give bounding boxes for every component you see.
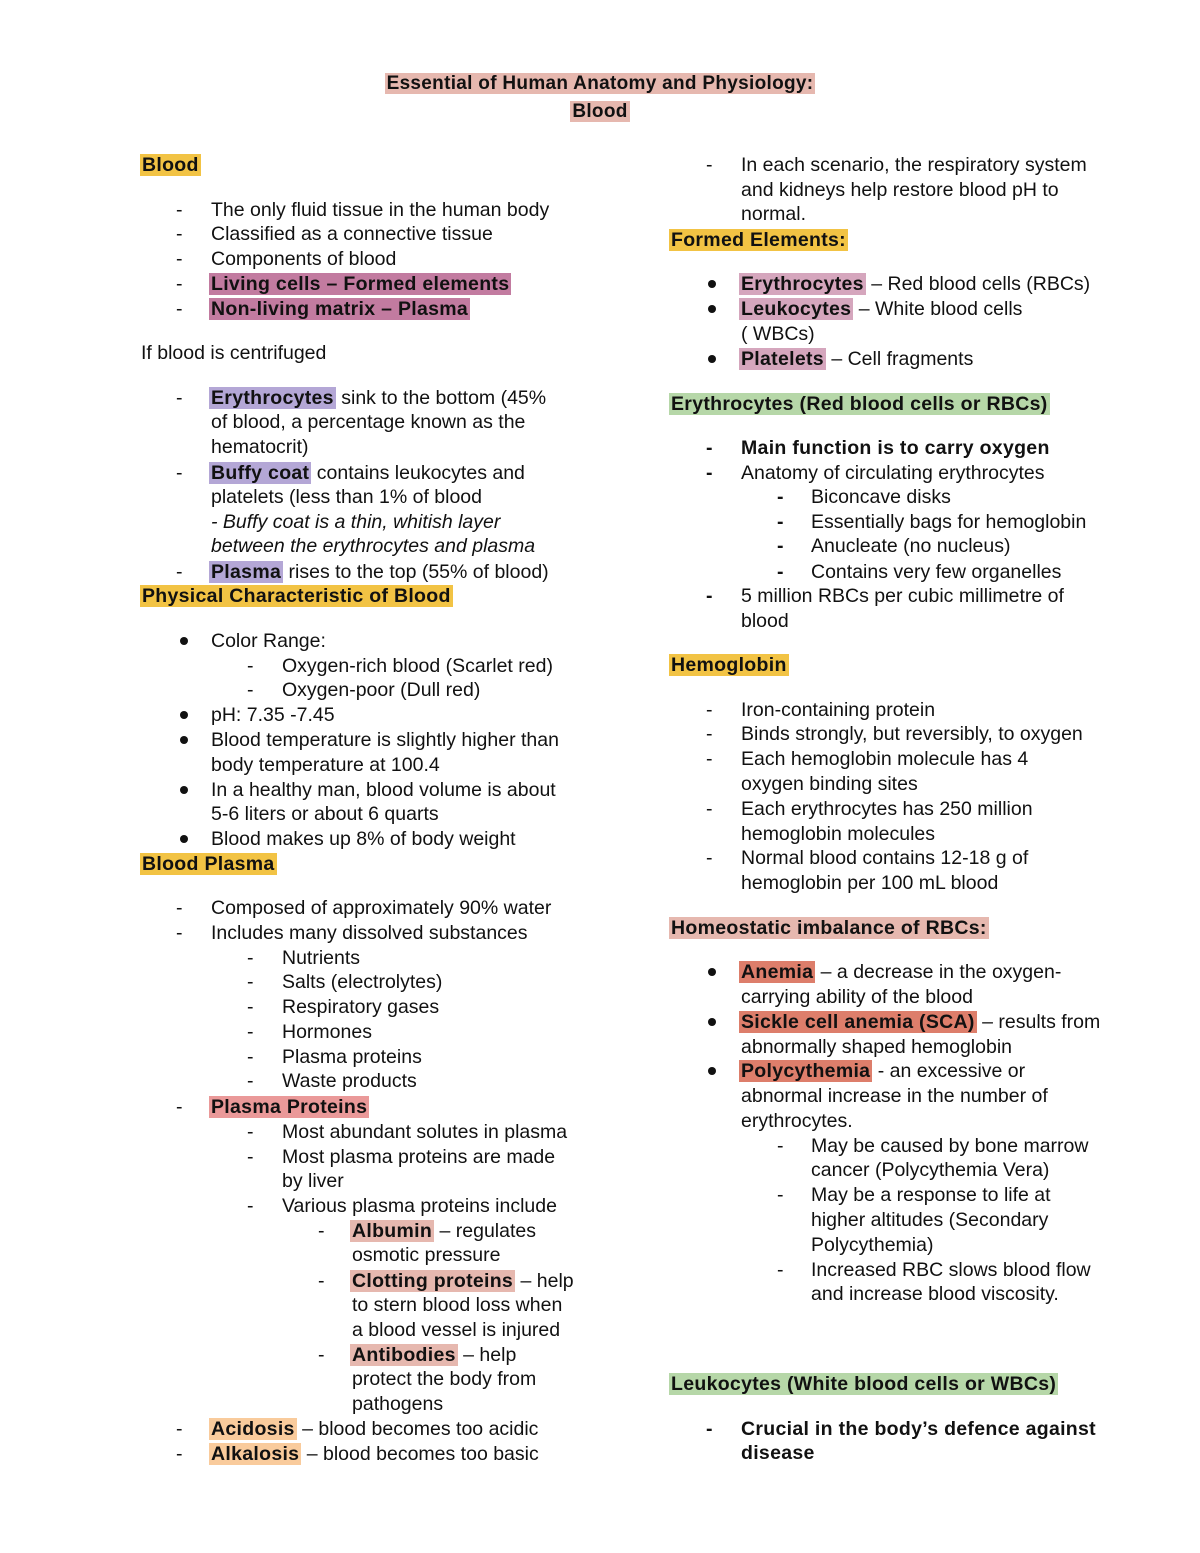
list-item: Most abundant solutes in plasma xyxy=(282,1121,568,1143)
list-item: May be caused by bone marrow xyxy=(811,1135,1089,1157)
dash-marker: - xyxy=(777,511,784,533)
sca-line: Sickle cell anemia (SCA) – results from xyxy=(741,1011,1101,1033)
text-line: disease xyxy=(741,1442,815,1464)
dash-marker: - xyxy=(318,1344,325,1366)
list-item: Biconcave disks xyxy=(811,486,951,508)
list-item: Classified as a connective tissue xyxy=(211,223,493,245)
plasma-proteins-heading: Plasma Proteins xyxy=(211,1096,368,1118)
bullet-icon xyxy=(180,637,188,645)
dash-marker: - xyxy=(318,1220,325,1242)
text-line: hemoglobin per 100 mL blood xyxy=(741,872,999,894)
dash-marker: - xyxy=(706,847,713,869)
plasma-line: Plasma rises to the top (55% of blood) xyxy=(211,561,549,583)
text-line: 5-6 liters or about 6 quarts xyxy=(211,803,439,825)
dash-marker: - xyxy=(176,462,183,484)
dash-marker: - xyxy=(247,947,254,969)
list-item: Salts (electrolytes) xyxy=(282,971,443,993)
dash-marker: - xyxy=(176,1418,183,1440)
formed-elements-heading: Formed Elements: xyxy=(671,229,846,251)
anemia-line: Anemia – a decrease in the oxygen- xyxy=(741,961,1062,983)
text-line: oxygen binding sites xyxy=(741,773,918,795)
dash-marker: - xyxy=(176,298,183,320)
physical-heading: Physical Characteristic of Blood xyxy=(142,585,451,607)
dash-marker: - xyxy=(777,1135,784,1157)
text-line: cancer (Polycythemia Vera) xyxy=(811,1159,1050,1181)
list-item: Each erythrocytes has 250 million xyxy=(741,798,1033,820)
text-line: protect the body from xyxy=(352,1368,537,1390)
dash-marker: - xyxy=(247,1121,254,1143)
text-line: erythrocytes. xyxy=(741,1110,853,1132)
dash-marker: - xyxy=(706,748,713,770)
dash-marker: - xyxy=(176,273,183,295)
bullet-icon xyxy=(708,305,716,313)
dash-marker: - xyxy=(706,798,713,820)
bullet-icon xyxy=(708,280,716,288)
dash-marker: - xyxy=(176,223,183,245)
dash-marker: - xyxy=(777,1184,784,1206)
list-item: Blood temperature is slightly higher than xyxy=(211,729,559,751)
dash-marker: - xyxy=(777,486,784,508)
bullet-icon xyxy=(180,786,188,794)
list-item: Oxygen-rich blood (Scarlet red) xyxy=(282,655,553,677)
dash-marker: - xyxy=(247,1021,254,1043)
list-item: Contains very few organelles xyxy=(811,561,1062,583)
text-line: and increase blood viscosity. xyxy=(811,1283,1059,1305)
list-item: Plasma proteins xyxy=(282,1046,422,1068)
text-line: osmotic pressure xyxy=(352,1244,501,1266)
bullet-icon xyxy=(708,355,716,363)
bullet-icon xyxy=(180,736,188,744)
list-item: Anatomy of circulating erythrocytes xyxy=(741,462,1045,484)
dash-marker: - xyxy=(247,655,254,677)
dash-marker: - xyxy=(176,387,183,409)
list-item: Includes many dissolved substances xyxy=(211,922,528,944)
text-line: hemoglobin molecules xyxy=(741,823,936,845)
dash-marker: - xyxy=(176,922,183,944)
list-item: Nutrients xyxy=(282,947,361,969)
list-item: Crucial in the body’s defence against xyxy=(741,1418,1096,1440)
text-line: by liver xyxy=(282,1170,344,1192)
list-item: Living cells – Formed elements xyxy=(211,273,510,295)
text-line: to stern blood loss when xyxy=(352,1294,563,1316)
text-line: and kidneys help restore blood pH to xyxy=(741,179,1059,201)
dash-marker: - xyxy=(247,996,254,1018)
doc-title-line1: Essential of Human Anatomy and Physiology: xyxy=(386,73,814,94)
text-line: normal. xyxy=(741,203,807,225)
dash-marker: - xyxy=(706,723,713,745)
list-item: Iron-containing protein xyxy=(741,699,936,721)
text-line: - Buffy coat is a thin, whitish layer xyxy=(211,511,501,533)
dash-marker: - xyxy=(176,1096,183,1118)
dash-marker: - xyxy=(706,585,713,607)
list-item: 5 million RBCs per cubic millimetre of xyxy=(741,585,1064,607)
text-line: higher altitudes (Secondary xyxy=(811,1209,1049,1231)
list-item: Various plasma proteins include xyxy=(282,1195,557,1217)
text-line: between the erythrocytes and plasma xyxy=(211,535,536,557)
list-item: Oxygen-poor (Dull red) xyxy=(282,679,481,701)
imbalance-heading: Homeostatic imbalance of RBCs: xyxy=(671,917,987,939)
polycythemia-line: Polycythemia - an excessive or xyxy=(741,1060,1026,1082)
centrifuge-intro: If blood is centrifuged xyxy=(141,342,327,364)
dash-marker: - xyxy=(247,1070,254,1092)
text-line: pathogens xyxy=(352,1393,444,1415)
text-line: platelets (less than 1% of blood xyxy=(211,486,483,508)
dash-marker: - xyxy=(777,535,784,557)
text-line: abnormal increase in the number of xyxy=(741,1085,1048,1107)
dash-marker: - xyxy=(176,1443,183,1465)
hemoglobin-heading: Hemoglobin xyxy=(671,654,787,676)
list-item: Increased RBC slows blood flow xyxy=(811,1259,1091,1281)
dash-marker: - xyxy=(176,897,183,919)
bullet-icon xyxy=(708,1067,716,1075)
list-item: Hormones xyxy=(282,1021,372,1043)
list-item: Essentially bags for hemoglobin xyxy=(811,511,1087,533)
list-item: Binds strongly, but reversibly, to oxygen xyxy=(741,723,1083,745)
list-item: Most plasma proteins are made xyxy=(282,1146,556,1168)
antibodies-line: Antibodies – help xyxy=(352,1344,517,1366)
doc-title-line2: Blood xyxy=(572,101,628,122)
text-line: a blood vessel is injured xyxy=(352,1319,561,1341)
clotting-line: Clotting proteins – help xyxy=(352,1270,574,1292)
dash-marker: - xyxy=(706,437,713,459)
list-item: Each hemoglobin molecule has 4 xyxy=(741,748,1029,770)
formed-platelets: Platelets – Cell fragments xyxy=(741,348,974,370)
acidosis-line: Acidosis – blood becomes too acidic xyxy=(211,1418,539,1440)
formed-leukocytes: Leukocytes – White blood cells xyxy=(741,298,1023,320)
dash-marker: - xyxy=(247,1046,254,1068)
dash-marker: - xyxy=(318,1270,325,1292)
dash-marker: - xyxy=(706,1418,713,1440)
alkalosis-line: Alkalosis – blood becomes too basic xyxy=(211,1443,539,1465)
dash-marker: - xyxy=(706,154,713,176)
blood-heading: Blood xyxy=(142,154,199,176)
list-item: Non-living matrix – Plasma xyxy=(211,298,469,320)
list-item: In a healthy man, blood volume is about xyxy=(211,779,556,801)
text-line: carrying ability of the blood xyxy=(741,986,973,1008)
text-line: ( WBCs) xyxy=(741,323,815,345)
formed-erythrocytes: Erythrocytes – Red blood cells (RBCs) xyxy=(741,273,1091,295)
list-item: Main function is to carry oxygen xyxy=(741,437,1050,459)
bullet-icon xyxy=(180,835,188,843)
dash-marker: - xyxy=(247,679,254,701)
list-item: Waste products xyxy=(282,1070,417,1092)
list-item: Composed of approximately 90% water xyxy=(211,897,552,919)
list-item: Components of blood xyxy=(211,248,397,270)
dash-marker: - xyxy=(706,699,713,721)
bullet-icon xyxy=(708,968,716,976)
dash-marker: - xyxy=(247,1146,254,1168)
text-line: abnormally shaped hemoglobin xyxy=(741,1036,1013,1058)
albumin-line: Albumin – regulates xyxy=(352,1220,536,1242)
dash-marker: - xyxy=(247,971,254,993)
text-line: of blood, a percentage known as the xyxy=(211,411,526,433)
bullet-icon xyxy=(180,711,188,719)
dash-marker: - xyxy=(706,462,713,484)
list-item: Blood makes up 8% of body weight xyxy=(211,828,516,850)
dash-marker: - xyxy=(176,199,183,221)
erythrocytes-line: Erythrocytes sink to the bottom (45% xyxy=(211,387,547,409)
dash-marker: - xyxy=(777,561,784,583)
list-item: pH: 7.35 -7.45 xyxy=(211,704,335,726)
dash-marker: - xyxy=(247,1195,254,1217)
list-item: Anucleate (no nucleus) xyxy=(811,535,1011,557)
wbc-heading: Leukocytes (White blood cells or WBCs) xyxy=(671,1373,1057,1395)
list-item: Normal blood contains 12-18 g of xyxy=(741,847,1029,869)
plasma-heading: Blood Plasma xyxy=(142,853,275,875)
text-line: body temperature at 100.4 xyxy=(211,754,440,776)
buffy-coat-line: Buffy coat contains leukocytes and xyxy=(211,462,525,484)
text-line: hematocrit) xyxy=(211,436,309,458)
list-item: May be a response to life at xyxy=(811,1184,1051,1206)
list-item: In each scenario, the respiratory system xyxy=(741,154,1087,176)
dash-marker: - xyxy=(777,1259,784,1281)
list-item: Respiratory gases xyxy=(282,996,440,1018)
text-line: Polycythemia) xyxy=(811,1234,934,1256)
text-line: blood xyxy=(741,610,789,632)
dash-marker: - xyxy=(176,248,183,270)
dash-marker: - xyxy=(176,561,183,583)
bullet-icon xyxy=(708,1018,716,1026)
list-item: Color Range: xyxy=(211,630,326,652)
list-item: The only fluid tissue in the human body xyxy=(211,199,550,221)
rbc-heading: Erythrocytes (Red blood cells or RBCs) xyxy=(671,393,1048,415)
